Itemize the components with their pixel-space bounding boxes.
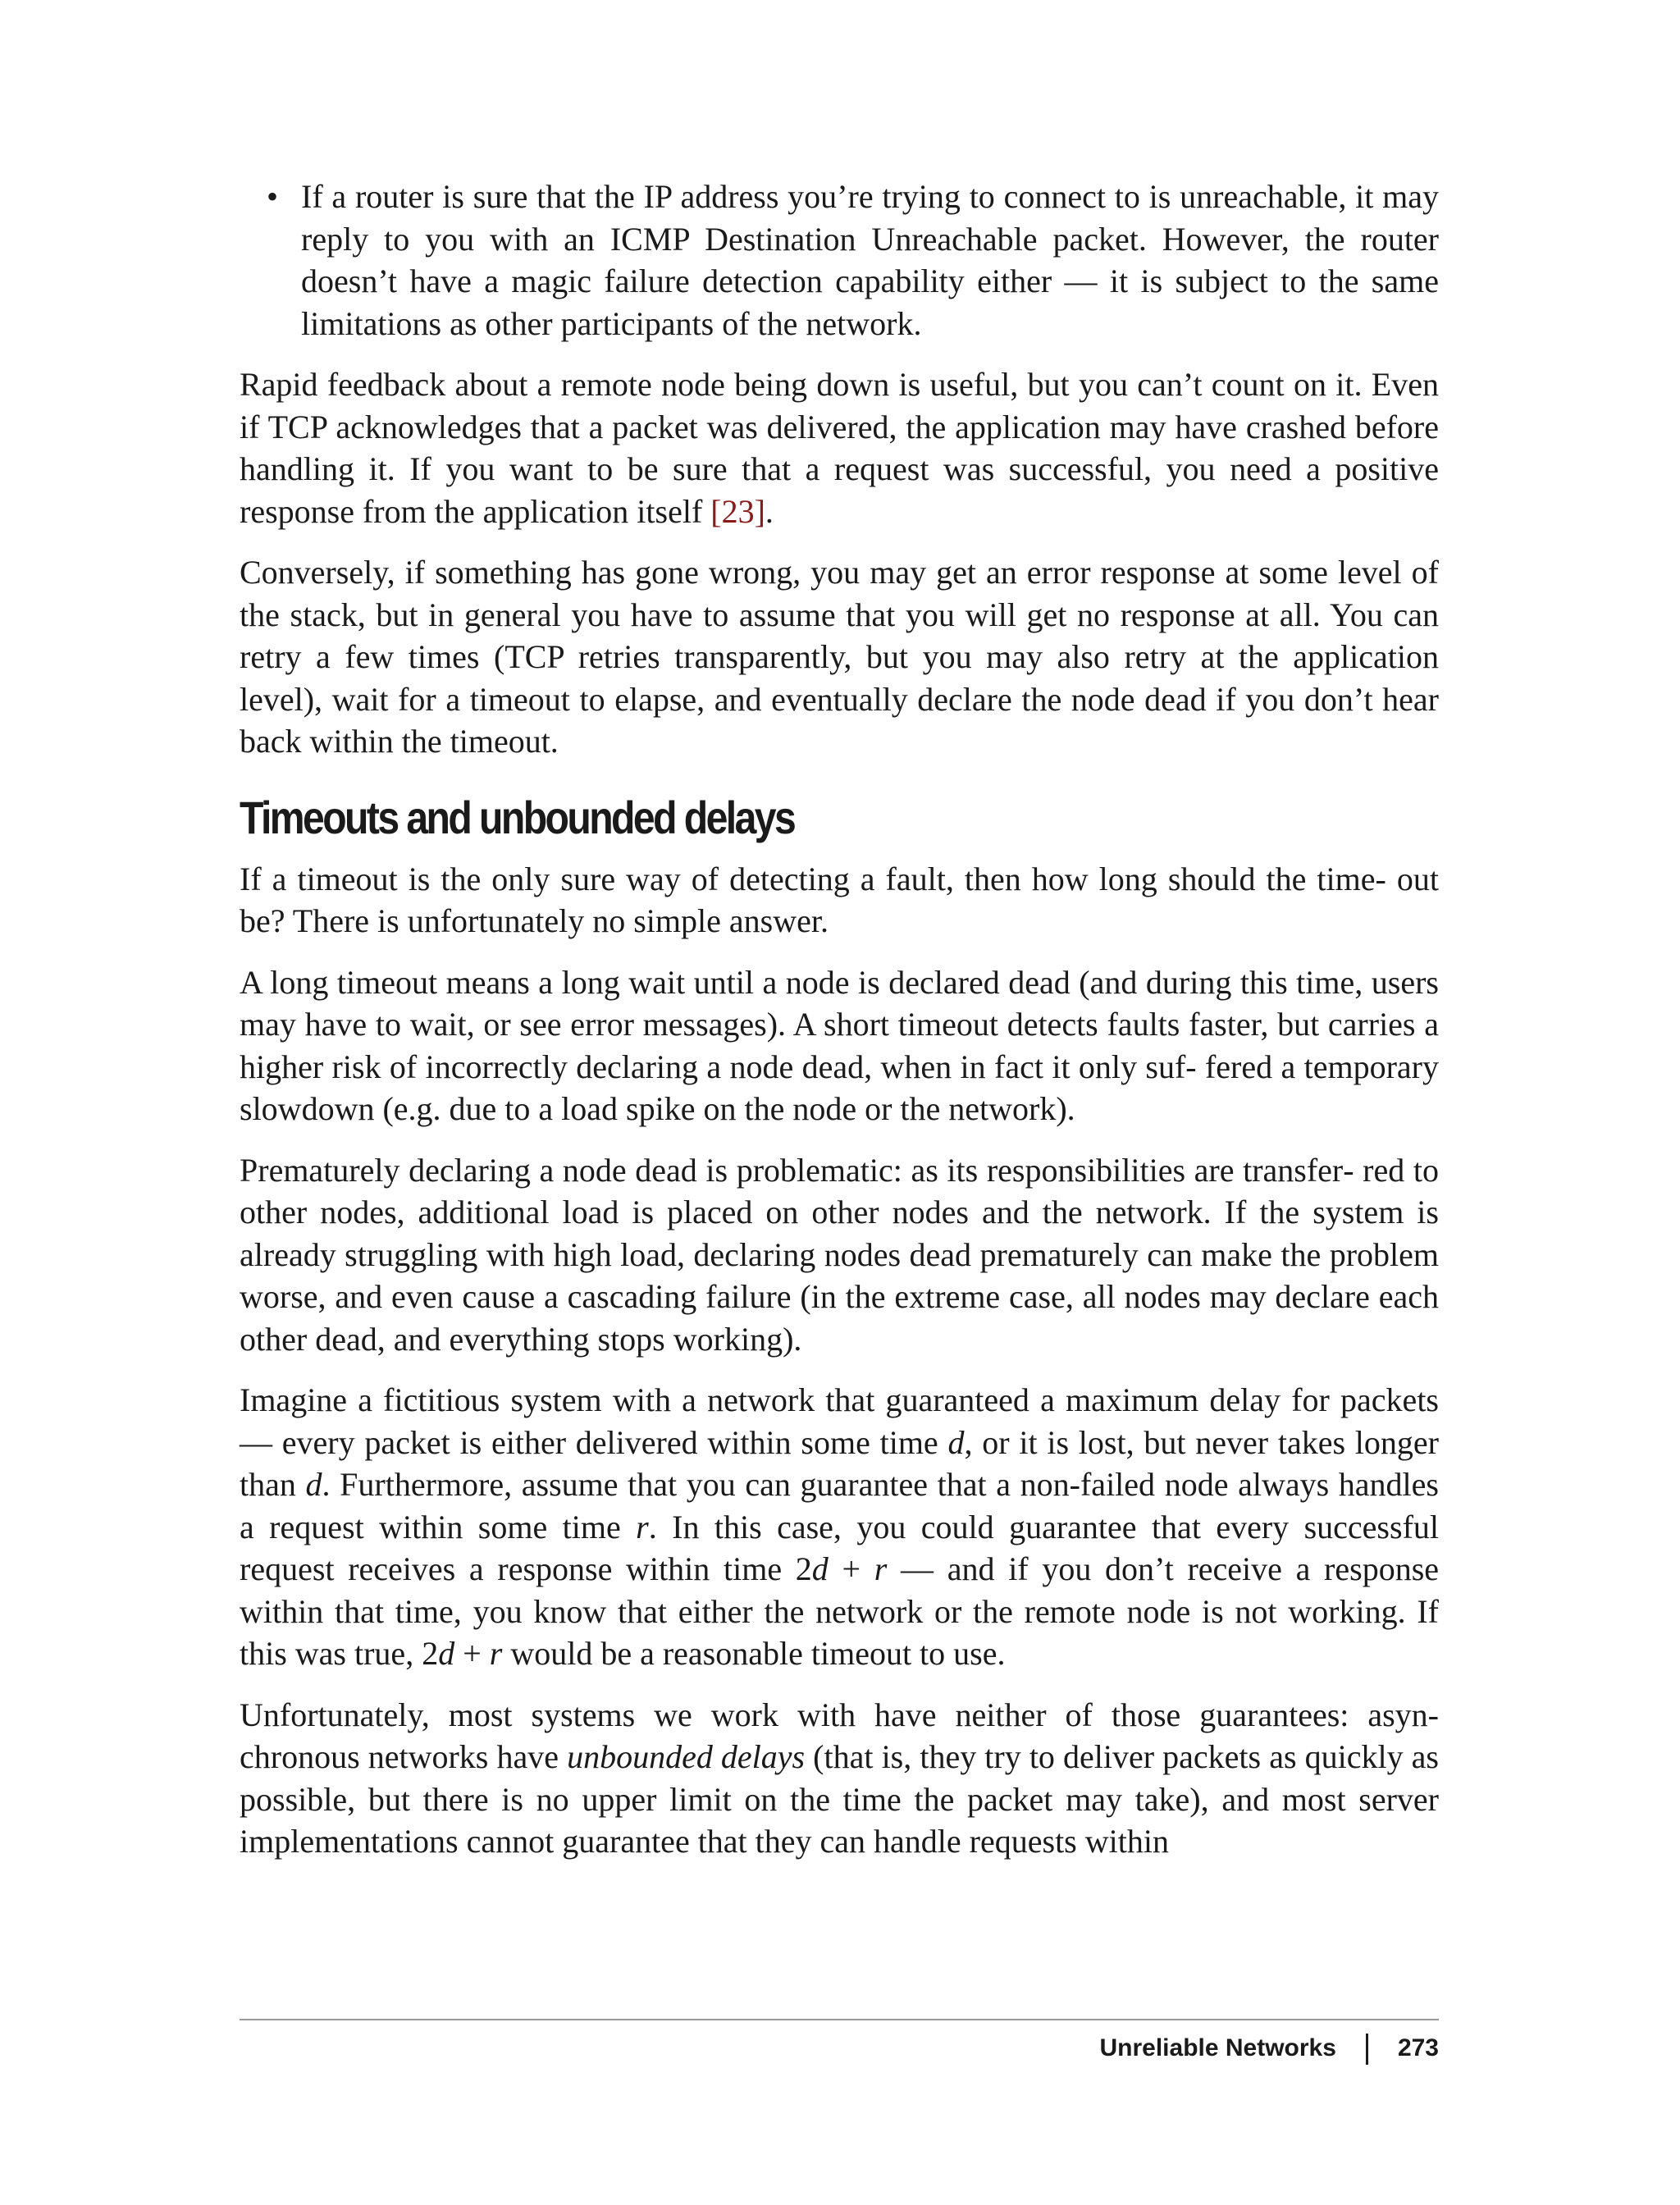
paragraph-text: would be a reasonable timeout to use. [502, 1635, 1006, 1672]
bullet-icon: • [267, 178, 279, 215]
paragraph-text: + [828, 1550, 874, 1587]
page-body [240, 176, 1439, 1882]
paragraph-text: Rapid feedback about a remote node being down is useful, but you can’t count on it. Even if TCP acknowledges that a packet was delivered, the application may have crashed before handling it. If you want to be sure that a request was successful, you need a positive response from the application itself [240, 366, 1439, 530]
bullet-item-text: If a router is sure that the IP address you’re trying to connect to is unreachable, it may reply to you with an ICMP Destination Unreachable packet. However, the router doesn’t have a magic failure detection capability either — it is subject to the same limitations as other participants of the network. [301, 178, 1439, 342]
footer-separator [1366, 2034, 1368, 2065]
math-var-d: d [305, 1466, 322, 1503]
paragraph-text: , or it is lost, but never takes longer than [240, 1423, 1439, 1503]
paragraph-text: . In this case, you could guarantee that every successful request receives a response within time 2 [240, 1508, 1439, 1587]
paragraph-text: . [765, 492, 774, 530]
math-var-d: d [811, 1550, 829, 1587]
footer-divider [240, 2019, 1439, 2020]
paragraph-text: Imagine a fictitious system with a network that guaranteed a maximum delay for packets — every packet is either delivered within some time [240, 1381, 1439, 1461]
math-var-r: r [636, 1508, 649, 1545]
paragraph-prematurely: Prematurely declaring a node dead is problematic: as its responsibilities are transfer‐ red to other nodes, additional load is placed on other nodes and the network. If the system is already struggling with high load, declaring nodes dead prematurely can make the problem worse, and even cause a cascading failure (in the extreme case, all nodes may declare each other dead, and everything stops working). [240, 1151, 1439, 1358]
emphasis-term: unbounded delays [567, 1738, 806, 1775]
paragraph-imagine [240, 1379, 1439, 1675]
bullet-list [240, 176, 1439, 345]
paragraph-conversely: Conversely, if something has gone wrong, you may get an error response at some level of the stack, but in general you have to assume that you will get no response at all. You can retry a few times (TCP retries transparently, but you may also retry at the application level), wait for a timeout to elapse, and eventually declare the node dead if you don’t hear back within the timeout. [240, 554, 1439, 760]
paragraph-long-timeout: A long timeout means a long wait until a node is declared dead (and during this time, users may have to wait, or see error messages). A short timeout detects faults faster, but carries a higher risk of incorrectly declaring a node dead, when in fact it only suf‐ fered a temporary slowdown (e.g. due to a load spike on the node or the network). [240, 963, 1439, 1127]
paragraph-unfortunately [240, 1694, 1439, 1863]
page-footer [240, 2030, 1439, 2066]
math-var-d: d [947, 1423, 965, 1461]
paragraph-text: + [454, 1635, 490, 1672]
citation-link[interactable]: [23] [710, 492, 765, 530]
section-heading: Timeouts and unbounded delays [240, 791, 795, 843]
paragraph-timeout-length: If a timeout is the only sure way of detecting a fault, then how long should the time‐ out be? There is unfortunately no simple answer. [240, 860, 1439, 939]
paragraph-text: — and if you don’t receive a response within that time, you know that either the network or the remote node is not working. If this was true, 2 [240, 1550, 1440, 1672]
list-item [267, 176, 1439, 345]
running-chapter-title: Unreliable Networks [1099, 2034, 1336, 2061]
paragraph-text: Unfortunately, most systems we work with have neither of those guarantees: asyn‐ chronous networks have [240, 1696, 1439, 1775]
paragraph-text: . Furthermore, assume that you can guarantee that a non-failed node always handles a request within some time [240, 1466, 1439, 1545]
math-var-r: r [489, 1635, 503, 1672]
paragraph-rapid-feedback [240, 363, 1439, 532]
paragraph-text: (that is, they try to deliver packets as quickly as possible, but there is no upper limit on the time the packet may take), and most server implementations cannot guarantee that they can handle requests within [240, 1738, 1439, 1860]
page-number: 273 [1397, 2034, 1439, 2061]
math-var-r: r [874, 1550, 888, 1587]
math-var-d: d [438, 1635, 455, 1672]
